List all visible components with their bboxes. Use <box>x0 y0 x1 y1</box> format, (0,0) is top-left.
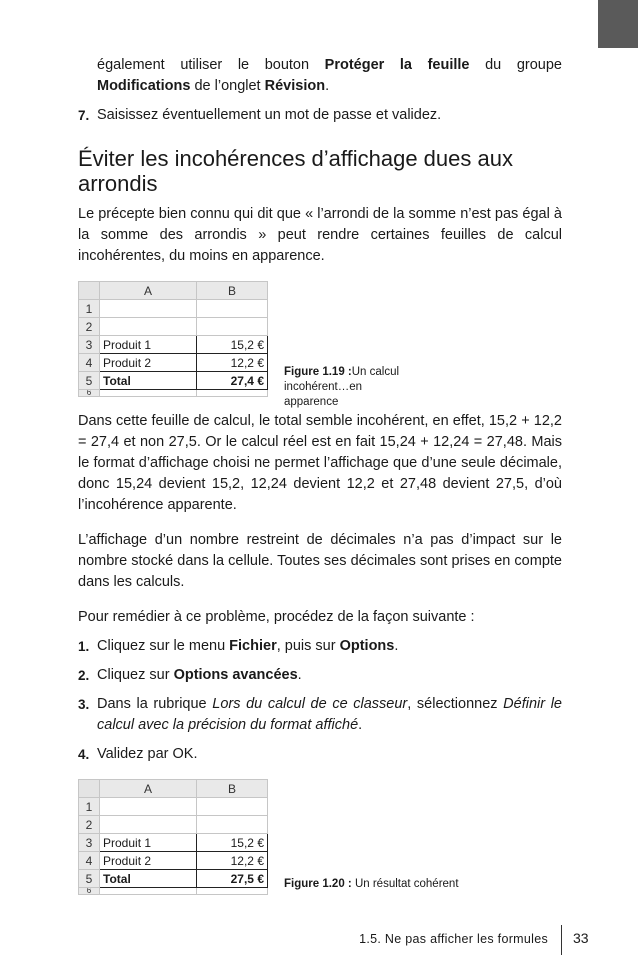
figure-1-19 <box>78 281 562 408</box>
paragraph-2: Dans cette feuille de calcul, le total semble incohérent, en effet, 15,2 + 12,2 = 27,4 et non 27,5. Or le calcul réel est en fait 15,24 + 12,24 = 27,48. Mais le format d’affichage choisi ne permet l’affichage que d’une seule décimale, donc 15,24 devient 15,2, 12,24 devient 12,2 et 27,48 devient 27,5, d’où l’incohérence apparente. <box>78 413 562 513</box>
row-header: 5 <box>79 870 100 888</box>
column-header-b: B <box>196 282 267 300</box>
page-footer <box>0 925 638 955</box>
intro-paragraph: également utiliser le bouton Protéger la feuille du groupe Modifications de l’onglet Révision. <box>97 57 562 94</box>
row-header: 1 <box>79 300 100 318</box>
column-header-a: A <box>100 282 197 300</box>
column-header-b: B <box>196 780 267 798</box>
page-body <box>78 55 562 897</box>
cell: Produit 1 <box>100 834 197 852</box>
cell: 15,2 € <box>196 834 267 852</box>
spreadsheet-1 <box>78 281 268 397</box>
step-7: 7. Saisissez éventuellement un mot de passe et validez. <box>78 107 442 123</box>
cell: 27,4 € <box>196 372 267 390</box>
row-header: 4 <box>79 354 100 372</box>
spreadsheet-2 <box>78 779 268 895</box>
row-header: 6 <box>79 390 100 397</box>
chapter-tab <box>598 0 638 48</box>
cell: Total <box>100 372 197 390</box>
cell: 15,2 € <box>196 336 267 354</box>
paragraph-4: Pour remédier à ce problème, procédez de la façon suivante : <box>78 609 475 625</box>
step-1: 1. Cliquez sur le menu Fichier, puis sur Options. <box>78 638 399 654</box>
step-3: 3. Dans la rubrique Lors du calcul de ce classeur, sélectionnez Définir le calcul avec la précision du format affiché. <box>78 696 562 733</box>
step-4: 4. Validez par OK. <box>78 746 198 762</box>
cell: 12,2 € <box>196 354 267 372</box>
row-header: 3 <box>79 834 100 852</box>
cell: Total <box>100 870 197 888</box>
running-footer-chapter: 1.5. Ne pas afficher les formules <box>359 932 548 946</box>
row-header: 4 <box>79 852 100 870</box>
section-title: Éviter les incohérences d’affichage dues aux arrondis <box>78 146 513 196</box>
paragraph-1: Le précepte bien connu qui dit que « l’arrondi de la somme n’est pas égal à la somme des arrondis » peut rendre certaines feuilles de calcul incohérentes, du moins en apparence. <box>78 206 562 264</box>
cell: 27,5 € <box>196 870 267 888</box>
figure-1-20 <box>78 779 562 897</box>
row-header: 1 <box>79 798 100 816</box>
cell: Produit 2 <box>100 852 197 870</box>
row-header: 5 <box>79 372 100 390</box>
row-header: 2 <box>79 318 100 336</box>
figure-caption: Figure 1.20 : Un résultat cohérent <box>284 878 459 890</box>
row-header: 6 <box>79 888 100 895</box>
step-2: 2. Cliquez sur Options avancées. <box>78 667 302 683</box>
cell: Produit 1 <box>100 336 197 354</box>
footer-divider <box>561 925 562 955</box>
cell: 12,2 € <box>196 852 267 870</box>
row-header: 2 <box>79 816 100 834</box>
paragraph-3: L’affichage d’un nombre restreint de décimales n’a pas d’impact sur le nombre stocké dans la cellule. Toutes ses décimales sont prises en compte dans les calculs. <box>78 532 562 590</box>
row-header: 3 <box>79 336 100 354</box>
figure-caption: Figure 1.19 :Un calcul incohérent…en apparence <box>284 366 400 408</box>
cell: Produit 2 <box>100 354 197 372</box>
column-header-a: A <box>100 780 197 798</box>
page-number: 33 <box>573 930 589 946</box>
